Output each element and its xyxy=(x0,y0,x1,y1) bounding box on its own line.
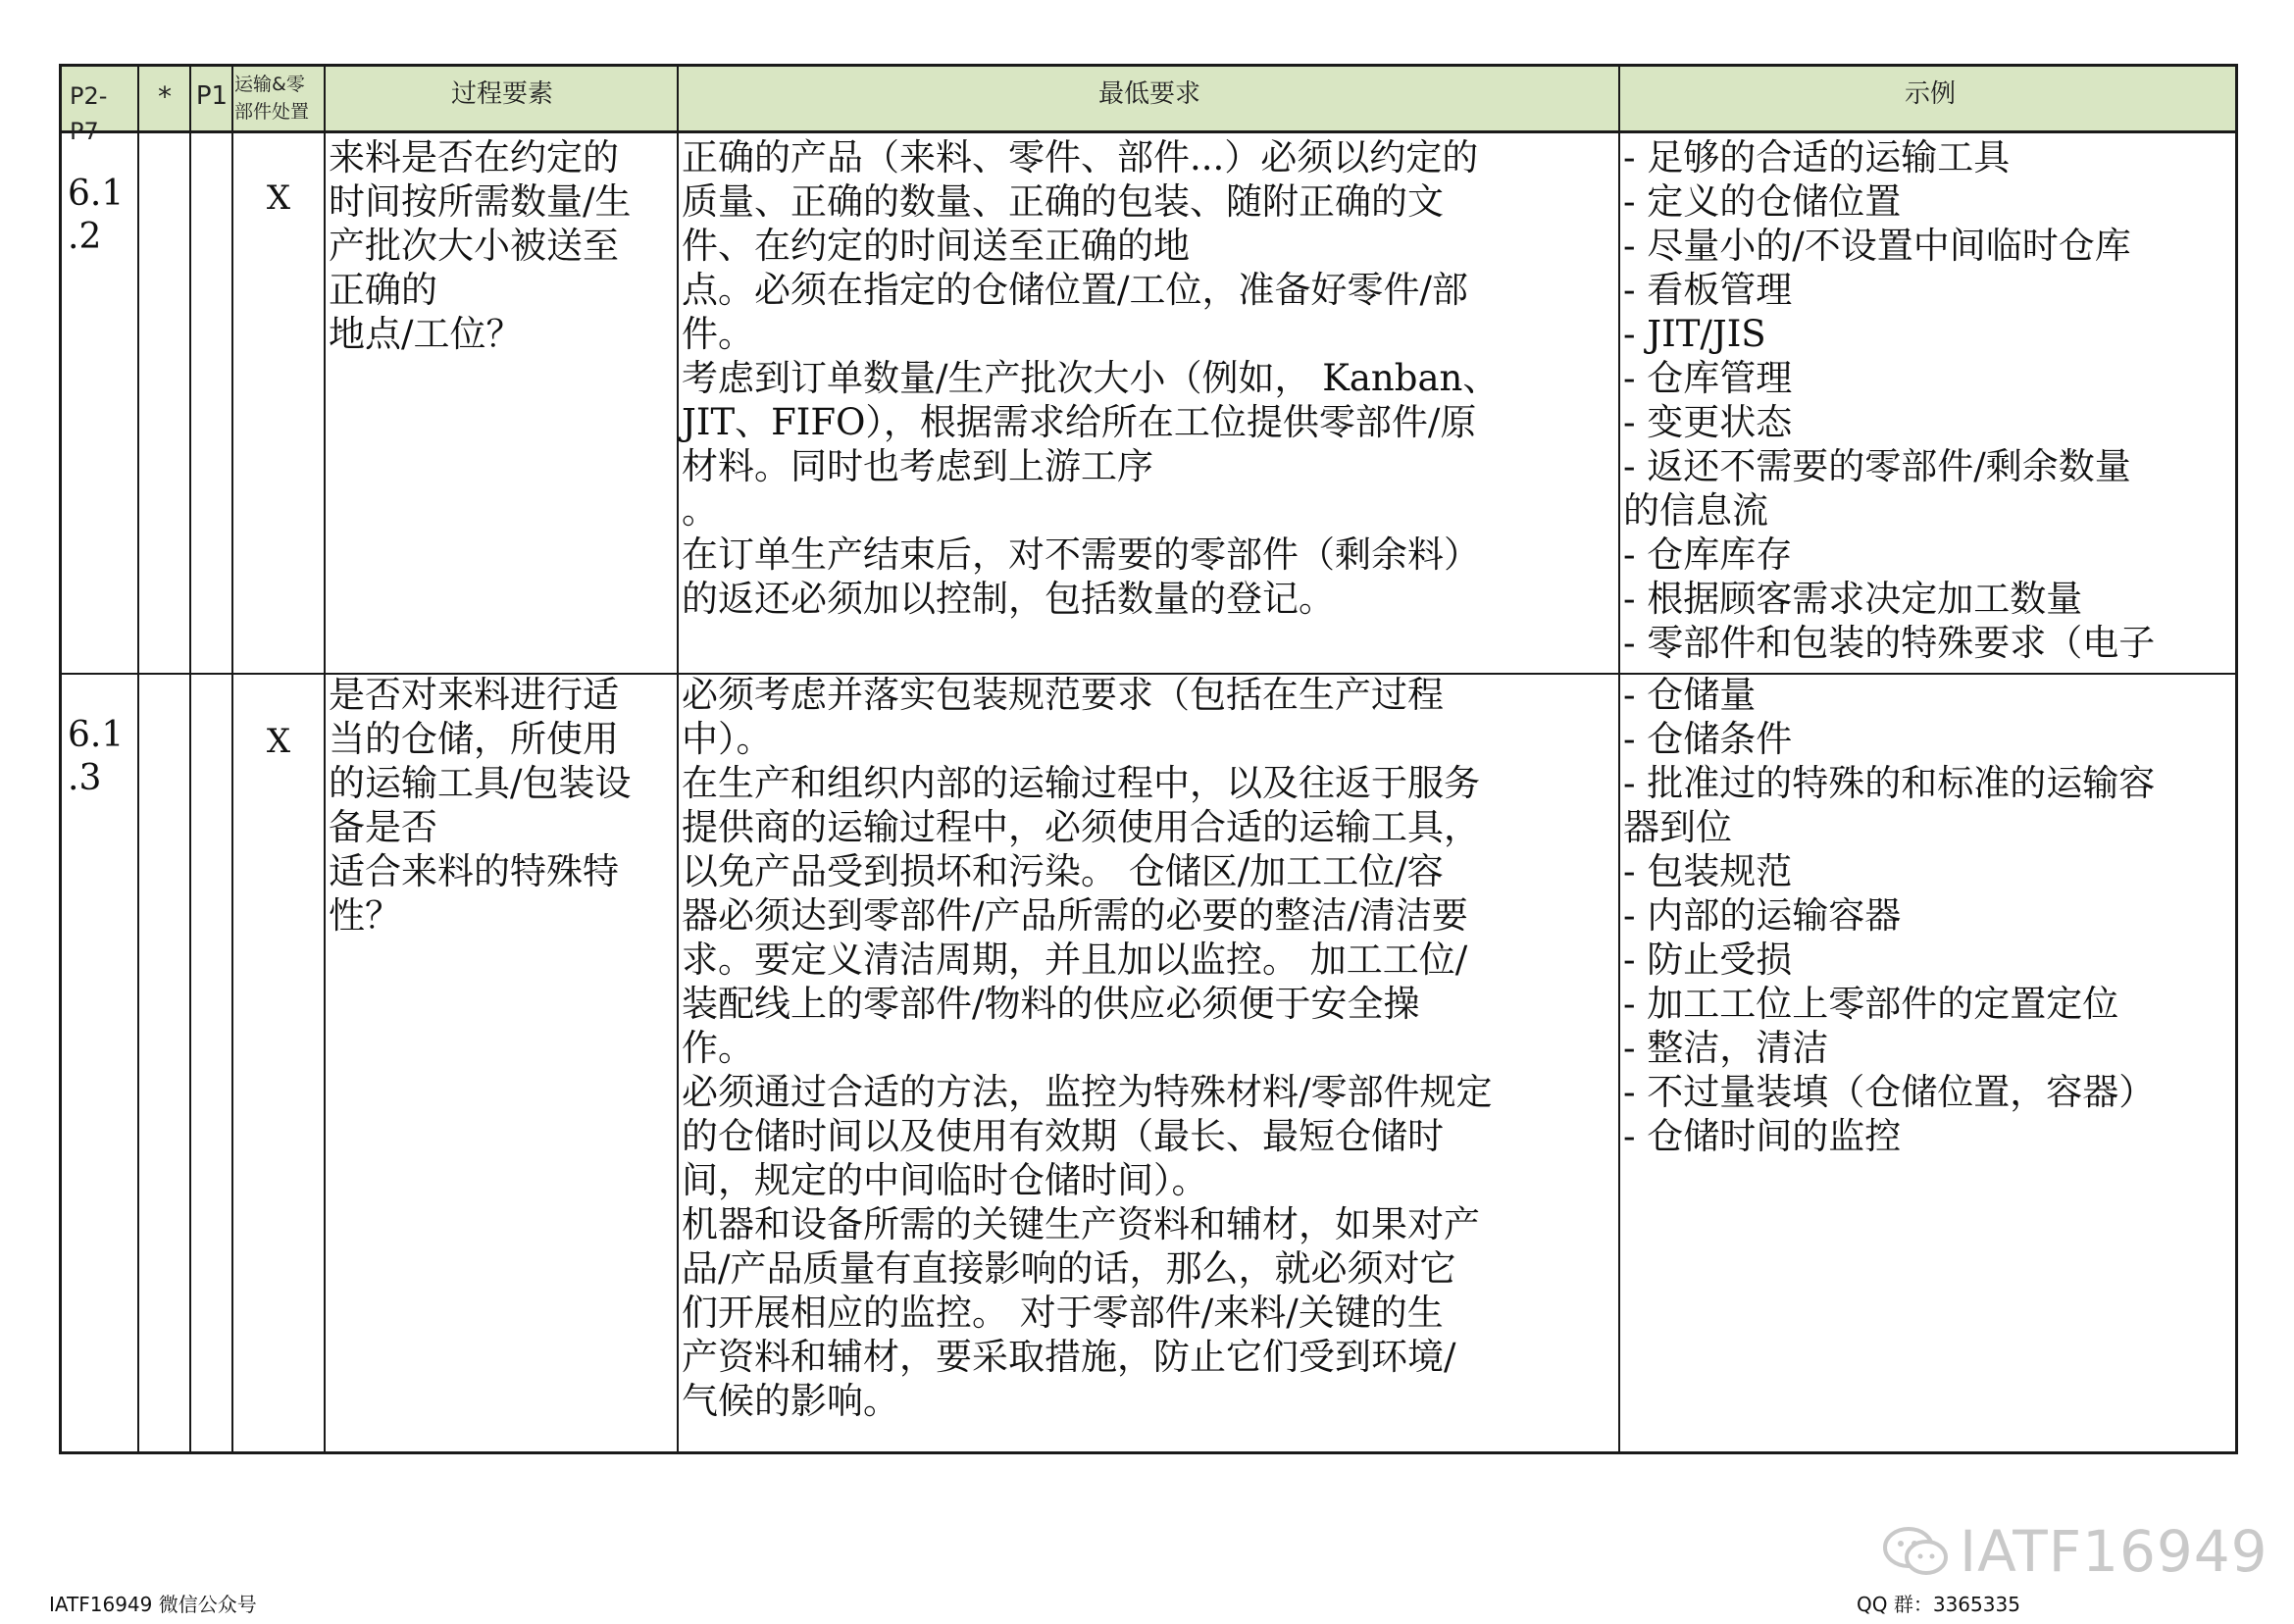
header-transport: 运输&零 部件处置 xyxy=(234,74,310,123)
header-p2-p7: P2- P7 xyxy=(70,82,108,145)
process-element: 来料是否在约定的 时间按所需数量/生 产批次大小被送至 正确的 地点/工位？ xyxy=(329,136,632,355)
example-list: - 仓储量 - 仓储条件 - 批准过的特殊的和标准的运输容 器到位 - 包装规范 - 内部的运输容器 - 防止受损 - 加工工位上零部件的定置定位 - 整洁，清洁 - 不过量装填（仓储位置，容器） - 仓储时间的监控 xyxy=(1623,674,2156,1157)
footer-right: QQ 群：3365335 xyxy=(1857,1593,2020,1616)
watermark-text: IATF16949 xyxy=(1960,1518,2269,1585)
footer-left: IATF16949 微信公众号 xyxy=(49,1593,257,1616)
col-divider xyxy=(324,67,326,1451)
header-min-req: 最低要求 xyxy=(1097,79,1200,109)
minimum-requirement: 正确的产品（来料、零件、部件...）必须以约定的 质量、正确的数量、正确的包装、随附正确的文 件、在约定的时间送至正确的地 点。必须在指定的仓储位置/工位，准备好零件/部 件。 考虑到订单数量/生产批次大小（例如， Kanban、 JIT、FIFO），根据需求给所在工位提供零部件/原 材料。同时也考虑到上游工序 。 在订单生产结束后，对不需要的零部件（剩余料） 的返还必须加以控制，包括数量的登记。 xyxy=(682,136,1500,620)
col-divider xyxy=(1618,67,1620,1451)
col-divider xyxy=(137,67,139,1451)
wechat-icon xyxy=(1881,1522,1950,1581)
table-header xyxy=(62,67,2235,145)
col-divider xyxy=(677,67,679,1451)
row-code: 6.1 .3 xyxy=(68,715,125,798)
header-p1: P1 xyxy=(195,81,229,111)
transport-mark: X xyxy=(266,178,291,218)
transport-mark: X xyxy=(266,722,291,761)
audit-table xyxy=(59,64,2238,1454)
header-example: 示例 xyxy=(1904,79,1956,109)
process-element: 是否对来料进行适 当的仓储，所使用 的运输工具/包装设 备是否 适合来料的特殊特 性？ xyxy=(329,674,632,937)
header-process: 过程要素 xyxy=(450,79,553,109)
col-divider xyxy=(189,67,191,1451)
minimum-requirement: 必须考虑并落实包装规范要求（包括在生产过程 中）。 在生产和组织内部的运输过程中，以及往返于服务 提供商的运输过程中，必须使用合适的运输工具， 以免产品受到损坏和污染。 仓储区/加工工位/容 器必须达到零部件/产品所需的必要的整洁/清洁要 求。要定义清洁周期，并且加以监控。 加工工位/ 装配线上的零部件/物料的供应必须便于安全操 作。 必须通过合适的方法，监控为特殊材料/零部件规定 的仓储时间以及使用有效期（最长、最短仓储时 间，规定的中间临时仓储时间）。 机器和设备所需的关键生产资料和辅材，如果对产 品/产品质量有直接影响的话，那么，就必须对它 们开展相应的监控。 对于零部件/来料/关键的生 产资料和辅材，要采取措施，防止它们受到环境/ 气候的影响。 xyxy=(682,674,1493,1422)
row-code: 6.1 .2 xyxy=(68,174,125,257)
example-list: - 足够的合适的运输工具 - 定义的仓储位置 - 尽量小的/不设置中间临时仓库 - 看板管理 - JIT/JIS - 仓库管理 - 变更状态 - 返还不需要的零部件/剩余数量 的信息流 - 仓库库存 - 根据顾客需求决定加工数量 - 零部件和包装的特殊要求（电子 xyxy=(1623,136,2156,664)
header-star: * xyxy=(158,80,172,113)
watermark xyxy=(1881,1518,2269,1585)
